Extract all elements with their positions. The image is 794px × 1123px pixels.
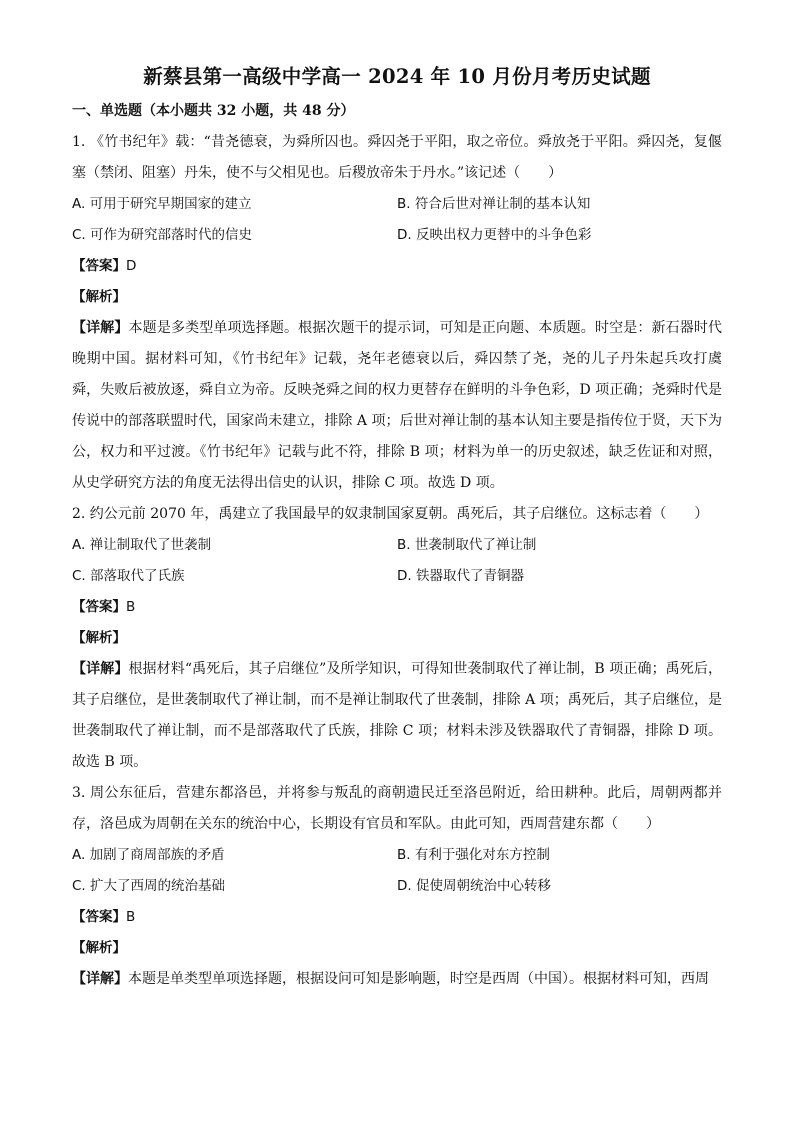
option-c: C. 可作为研究部落时代的信史 — [72, 227, 253, 243]
answer-value: B — [126, 909, 136, 925]
analysis-line — [72, 282, 722, 313]
analysis-label: 【解析】 — [72, 940, 126, 956]
detail-text: 本题是单类型单项选择题，根据设问可知是影响题，时空是西周（中国）。根据材料可知，西周 — [128, 971, 709, 987]
option-list — [72, 840, 722, 902]
answer-label: 【答案】 — [72, 599, 126, 615]
answer-value: D — [126, 258, 137, 274]
option-a: A. 禅让制取代了世袭制 — [72, 537, 212, 553]
answer-line — [72, 251, 722, 282]
option-b: B. 世袭制取代了禅让制 — [397, 537, 537, 553]
detail-paragraph — [72, 964, 722, 995]
option-d: D. 反映出权力更替中的斗争色彩 — [397, 227, 592, 243]
analysis-label: 【解析】 — [72, 289, 126, 305]
answer-value: B — [126, 599, 136, 615]
answer-label: 【答案】 — [72, 258, 126, 274]
question-stem: 3. 周公东征后，营建东都洛邑，并将参与叛乱的商朝遗民迁至洛邑附近，给田耕种。此后，周朝两都并存，洛邑成为周朝在关东的统治中心，长期设有官员和军队。由此可知，西周营建东都（ ） — [72, 785, 722, 832]
question-stem: 2. 约公元前 2070 年，禹建立了我国最早的奴隶制国家夏朝。禹死后，其子启继位。这标志着（ ） — [72, 506, 709, 522]
option-c: C. 扩大了西周的统治基础 — [72, 878, 226, 894]
answer-line — [72, 592, 722, 623]
analysis-line — [72, 933, 722, 964]
option-a: A. 可用于研究早期国家的建立 — [72, 196, 252, 212]
exam-page — [72, 62, 722, 995]
option-b: B. 有利于强化对东方控制 — [397, 847, 550, 863]
analysis-line — [72, 623, 722, 654]
option-b: B. 符合后世对禅让制的基本认知 — [397, 196, 591, 212]
detail-text: 根据材料“禹死后，其子启继位”及所学知识，可得知世袭制取代了禅让制，B 项正确；禹死后，其子启继位，是世袭制取代了禅让制，而不是禅让制取代了世袭制，排除 A 项；禹死后，其子启继位，是世袭制取代了禅让制，而不是部落取代了氏族，排除 C 项；材料未涉及铁器取代了青铜器，排除 D 项。故选 B 项。 — [72, 661, 722, 770]
question-3 — [72, 778, 722, 995]
option-list — [72, 189, 722, 251]
detail-text: 本题是多类型单项选择题。根据次题干的提示词，可知是正向题、本质题。时空是：新石器时代晚期中国。据材料可知，《竹书纪年》记载，尧年老德衰以后，舜囚禁了尧，尧的儿子丹朱起兵攻打虞舜，失败后被放逐，舜自立为帝。反映尧舜之间的权力更替存在鲜明的斗争色彩，D 项正确；尧舜时代是传说中的部落联盟时代，国家尚未建立，排除 A 项；后世对禅让制的基本认知主要是指传位于贤，天下为公，权力和平过渡。《竹书纪年》记载与此不符，排除 B 项；材料为单一的历史叙述，缺乏佐证和对照，从史学研究方法的角度无法得出信史的认识，排除 C 项。故选 D 项。 — [72, 320, 723, 491]
option-a: A. 加剧了商周部族的矛盾 — [72, 847, 225, 863]
detail-label: 【详解】 — [72, 661, 129, 677]
answer-label: 【答案】 — [72, 909, 126, 925]
detail-paragraph — [72, 313, 722, 499]
option-d: D. 促使周朝统治中心转移 — [397, 878, 551, 894]
detail-label: 【详解】 — [72, 971, 128, 987]
answer-line — [72, 902, 722, 933]
question-stem: 1. 《竹书纪年》载：“昔尧德衰，为舜所囚也。舜囚尧于平阳，取之帝位。舜放尧于平阳。舜囚尧，复偃塞（禁闭、阻塞）丹朱，使不与父相见也。后稷放帝朱于丹水。”该记述（ ） — [72, 134, 722, 181]
option-d: D. 铁器取代了青铜器 — [397, 568, 524, 584]
analysis-label: 【解析】 — [72, 630, 126, 646]
detail-paragraph — [72, 654, 722, 778]
section-heading: 一、单选题（本小题共 32 小题，共 48 分） — [72, 103, 355, 119]
question-1 — [72, 127, 722, 499]
option-c: C. 部落取代了氏族 — [72, 568, 185, 584]
page-title: 新蔡县第一高级中学高一 2024 年 10 月份月考历史试题 — [143, 65, 651, 88]
detail-label: 【详解】 — [72, 320, 129, 336]
question-2 — [72, 499, 722, 778]
option-list — [72, 530, 722, 592]
